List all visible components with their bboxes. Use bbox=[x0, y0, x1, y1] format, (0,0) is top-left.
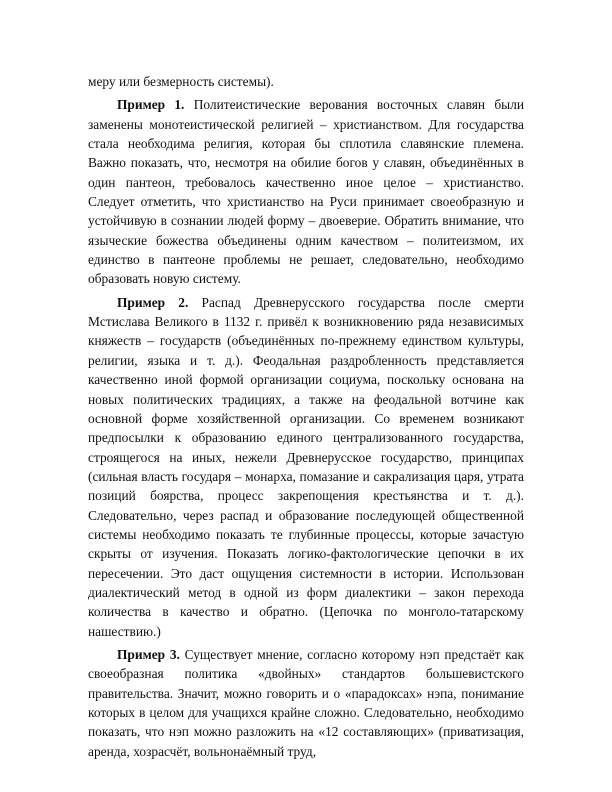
intro-tail-text: меру или безмерность системы). bbox=[88, 74, 274, 89]
example-2-text: Распад Древнерусского государства после смерти Мстислава Великого в 1132 г. привёл к возникновению ряда независимых княжеств – государств (объединённых по-прежнему единством культуры, религии, языка и т. д.). Феодальная раздробленность представляется качественно иной формой организации социума, поскольку основана на новых политических традициях, а также на феодальной вотчине как основной форме хозяйственной организации. Со временем возникают предпосылки к образованию единого централизованного государства, строящегося на иных, нежели Древнерусское государство, принципах (сильная власть государя – монарха, помазание и сакрализация царя, утрата позиций боярства, процесс закрепощения крестьянства и т. д.). Следовательно, через распад и образование последующей общественной системы необходимо показать те глубинные процессы, которые зачастую скрыты от изучения. Показать логико-фактологические цепочки в их пересечении. Это даст ощущения системности в истории. Использован диалектический метод в одной из форм диалектики – закон перехода количества в качество и обратно. (Цепочка по монголо-татарскому нашествию.) bbox=[88, 294, 524, 639]
example-3-lead: Пример 3. bbox=[117, 646, 180, 662]
example-2-paragraph bbox=[88, 293, 524, 641]
example-3-paragraph bbox=[88, 645, 524, 761]
example-1-paragraph bbox=[88, 95, 524, 288]
example-1-lead: Пример 1. bbox=[117, 97, 185, 113]
example-2-lead: Пример 2. bbox=[117, 294, 189, 310]
document-page bbox=[88, 72, 524, 761]
example-3-text: Существует мнение, согласно которому нэп предстаёт как своеобразная политика «двойных» стандартов большевистского правительства. Значит, можно говорить и о «парадоксах» нэпа, понимание которых в целом для учащихся крайне сложно. Следовательно, необходимо показать, что нэп можно разложить на «12 составляющих» (приватизация, аренда, хозрасчёт, вольнонаёмный труд, bbox=[88, 646, 524, 759]
example-1-text: Политеистические верования восточных славян были заменены монотеистической религией – христианством. Для государства стала необходима религия, которая бы сплотила славянские племена. Важно показать, что, несмотря на обилие богов у славян, объединённых в один пантеон, требовалось качественно иное целое – христианство. Следует отметить, что христианство на Руси принимает своеобразную и устойчивую в сознании людей форму – двоеверие. Обратить внимание, что языческие божества объединены одним качеством – политеизмом, их единство в пантеоне проблемы не решает, следовательно, необходимо образовать новую систему. bbox=[88, 97, 525, 287]
